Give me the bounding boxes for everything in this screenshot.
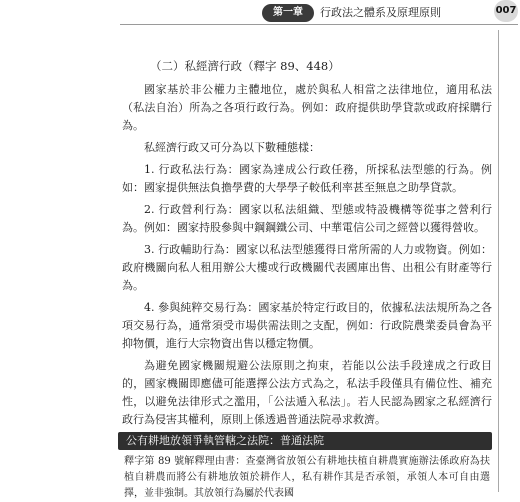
side-rule: [498, 30, 499, 492]
running-header: [262, 4, 492, 22]
box-heading-text: 公有耕地放領爭執管轄之法院：普通法院: [126, 434, 324, 447]
box-text: 釋字第 89 號解釋理由書：查臺灣省放領公有耕地扶植自耕農實施辦法係政府為扶植自耕農而將公有耕地放領於耕作人，私有耕作其是否承領，承領人本可自由選擇，並非強制。其放領行為屬於代表國: [124, 456, 490, 499]
lead-paragraph: 私經濟行政又可分為以下數種態樣：: [144, 141, 320, 154]
running-title: 行政法之體系及原理原則: [320, 6, 441, 19]
box-heading: [118, 432, 492, 450]
section-title: （二）私經濟行政（釋字 89、448）: [150, 59, 340, 73]
conclusion-paragraph: 為避免國家機關規避公法原則之拘束，若能以公法手段達成之行政目的，國家機關即應儘可能選擇公法方式為之，私法手段僅具有備位性、補充性，以避免法律形式之濫用，「公法遁入私法」。若人民認為國家之私經濟行政行為侵害其權利，原則上係透過普通法院尋求救濟。: [122, 359, 492, 426]
header-rule: [120, 24, 518, 25]
page-number: 007: [494, 0, 518, 22]
list-item: 3. 行政輔助行為：國家以私法型態獲得日常所需的人力或物資。例如：政府機關向私人租用辦公大樓或行政機關代表國庫出售、出租公有財產等行為。: [122, 243, 492, 292]
list-item: 2. 行政營利行為：國家以私法組織、型態或特設機構等從事之營利行為。例如：國家持股參與中鋼鋼鐵公司、中華電信公司之經營以獲得營收。: [122, 203, 492, 234]
main-content: [122, 57, 492, 433]
chapter-badge: 第一章: [262, 4, 314, 22]
intro-paragraph: 國家基於非公權力主體地位，處於與私人相當之法律地位，適用私法（私法自治）所為之各項行政行為。例如：政府提供助學貸款或政府採購行為。: [122, 83, 492, 132]
list-item: 4. 參與純粹交易行為：國家基於特定行政目的，依據私法法規所為之各項交易行為，通常須受市場供需法則之支配，例如：行政院農業委員會為平抑物價，進行大宗物資出售以穩定物價。: [122, 301, 492, 350]
list-item: 1. 行政私法行為：國家為達成公行政任務，所採私法型態的行為。例如：國家提供無法負擔學費的大學學子較低利率甚至無息之助學貸款。: [122, 163, 492, 194]
